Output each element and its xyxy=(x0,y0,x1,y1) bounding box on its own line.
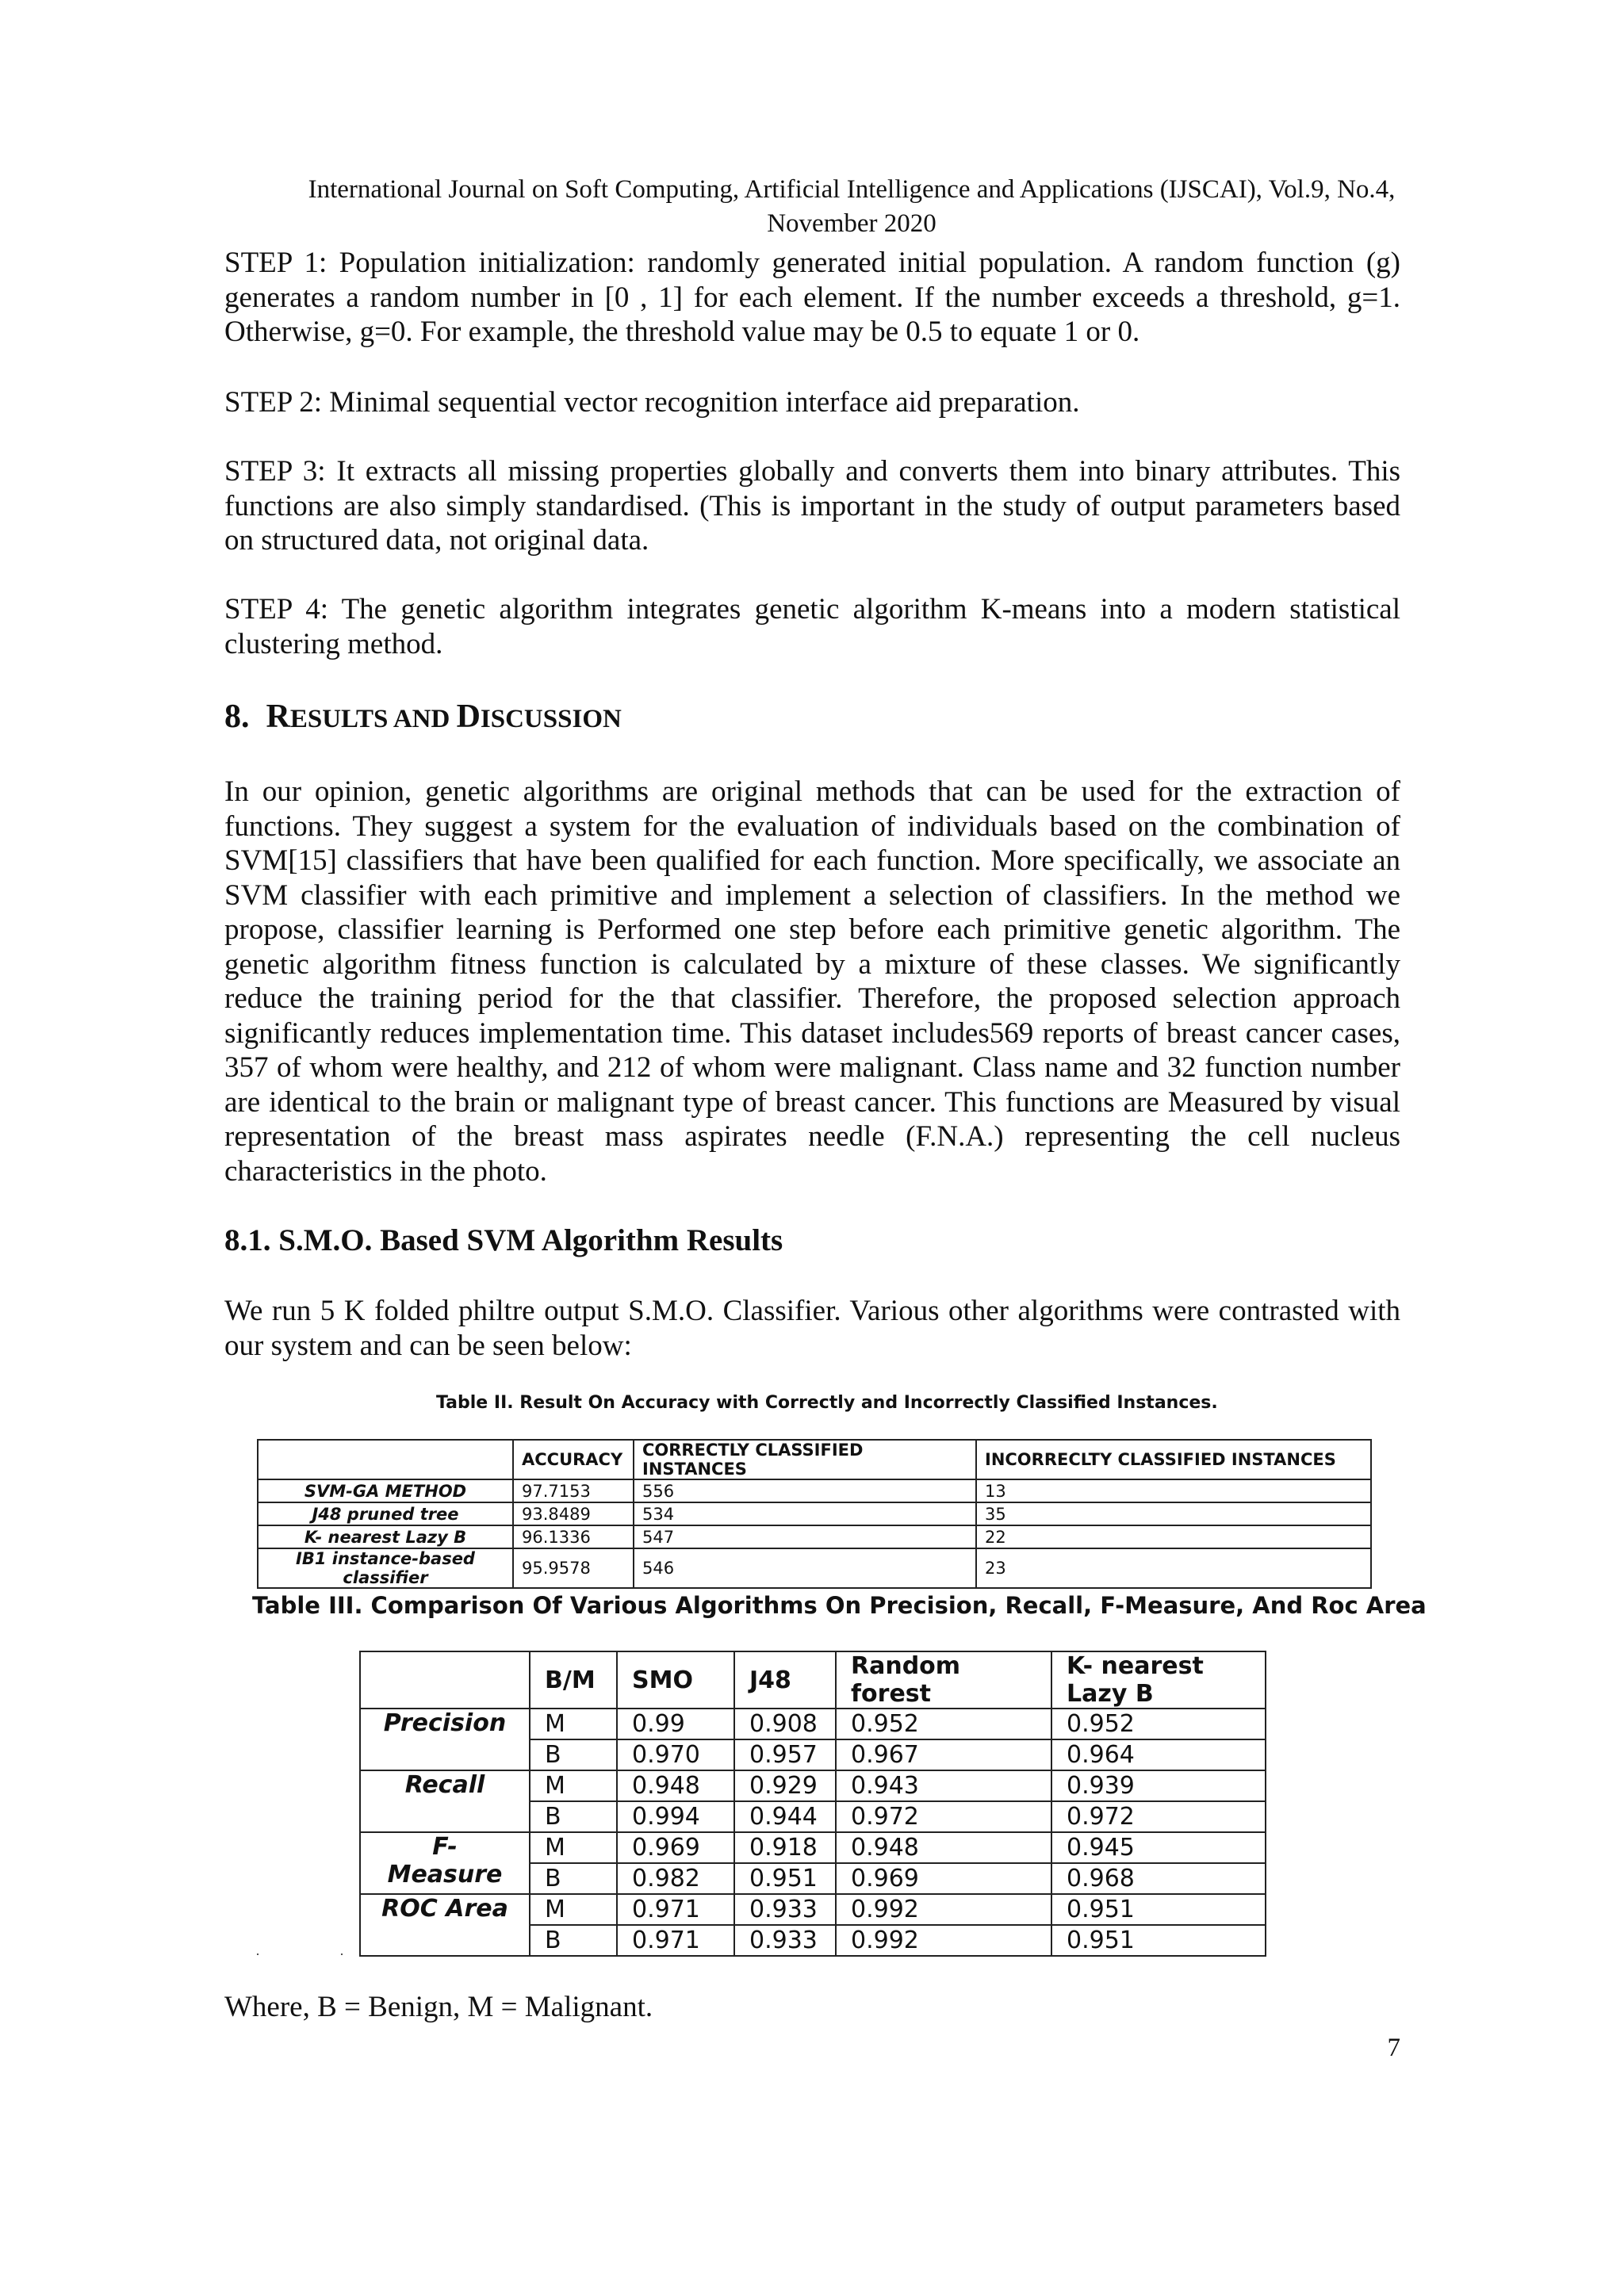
table-cell: 0.971 xyxy=(617,1925,734,1956)
table-row xyxy=(360,1709,1266,1739)
row-label: IB1 instance-based classifier xyxy=(258,1548,513,1588)
section-heading: 8. RESULTS AND DISCUSSION xyxy=(224,698,622,735)
table-cell: M xyxy=(530,1770,617,1801)
table-cell: 547 xyxy=(634,1525,976,1548)
table-cell: 0.957 xyxy=(734,1739,836,1770)
table-cell: 0.970 xyxy=(617,1739,734,1770)
table-header-cell xyxy=(258,1440,513,1479)
table-header-cell: J48 xyxy=(734,1651,836,1709)
table-cell: M xyxy=(530,1894,617,1925)
running-header xyxy=(159,173,1545,241)
table-cell: 0.939 xyxy=(1051,1770,1266,1801)
table-row xyxy=(360,1832,1266,1863)
table-cell: 93.8489 xyxy=(513,1502,634,1525)
table-cell: 0.933 xyxy=(734,1925,836,1956)
table-header-cell xyxy=(360,1651,530,1709)
table-row xyxy=(258,1548,1371,1588)
date-line: November 2020 xyxy=(767,209,936,238)
table-header-cell: CORRECTLY CLASSIFIED INSTANCES xyxy=(634,1440,976,1479)
table-cell: 0.994 xyxy=(617,1801,734,1832)
journal-line: International Journal on Soft Computing, Artificial Intelligence and Applications (IJSCAI), Vol.9, No.4, xyxy=(308,175,1396,204)
table-header-row xyxy=(258,1440,1371,1479)
table-cell: 0.971 xyxy=(617,1894,734,1925)
table-header-cell: ACCURACY xyxy=(513,1440,634,1479)
section-8-body: In our opinion, genetic algorithms are original methods that can be used for the extraction of functions. They suggest a system for the evaluation of individuals based on the combination of SVM[15] classifiers that have been qualified for each function. More specifically, we associate an SVM classifier with each primitive and implement a selection of classifiers. In the method we propose, classifier learning is Performed one step before each primitive genetic algorithm. The genetic algorithm fitness function is calculated by a mixture of these classes. We significantly reduce the training period for the that classifier. Therefore, the proposed selection approach significantly reduces implementation time. This dataset includes569 reports of breast cancer cases, 357 of whom were healthy, and 212 of whom were malignant. Class name and 32 function number are identical to the brain or malignant type of breast cancer. This functions are Measured by visual representation of the breast mass aspirates needle (F.N.A.) representing the cell nucleus characteristics in the photo. xyxy=(224,775,1400,1188)
table-cell: 0.972 xyxy=(836,1801,1051,1832)
table-2-caption: Table II. Result On Accuracy with Correctly and Incorrectly Classified Instances. xyxy=(436,1393,1218,1413)
scan-artifact: · xyxy=(339,1946,344,1962)
step-3: STEP 3: It extracts all missing properties globally and converts them into binary attributes. This functions are also simply standardised. (This is important in the study of output parameters based on structured data, not original data. xyxy=(224,455,1400,557)
table-cell: 96.1336 xyxy=(513,1525,634,1548)
table-cell: 0.908 xyxy=(734,1709,836,1739)
table-cell: 0.952 xyxy=(1051,1709,1266,1739)
table-header-cell: Random forest xyxy=(836,1651,1051,1709)
table-cell: M xyxy=(530,1832,617,1863)
table-cell: 23 xyxy=(976,1548,1371,1588)
page-number: 7 xyxy=(1387,2034,1400,2062)
table-header-cell: B/M xyxy=(530,1651,617,1709)
table-cell: 0.951 xyxy=(734,1863,836,1894)
step-4: STEP 4: The genetic algorithm integrates genetic algorithm K-means into a modern statistical clustering method. xyxy=(224,593,1400,660)
table-cell: B xyxy=(530,1925,617,1956)
step-1: STEP 1: Population initialization: randomly generated initial population. A random function (g) generates a random number in [0 , 1] for each element. If the number exceeds a threshold, g=1. Otherwise, g=0. For example, the threshold value may be 0.5 to equate 1 or 0. xyxy=(224,247,1400,348)
table-cell: 0.943 xyxy=(836,1770,1051,1801)
table-cell: 95.9578 xyxy=(513,1548,634,1588)
table-cell: B xyxy=(530,1739,617,1770)
metric-label: F-Measure xyxy=(360,1832,530,1894)
table-cell: B xyxy=(530,1863,617,1894)
table-header-cell: K- nearest Lazy B xyxy=(1051,1651,1266,1709)
metric-label: Recall xyxy=(360,1770,530,1832)
table-row xyxy=(360,1894,1266,1925)
table-cell: 0.969 xyxy=(617,1832,734,1863)
table-cell: B xyxy=(530,1801,617,1832)
table-row xyxy=(258,1502,1371,1525)
metric-label: ROC Area xyxy=(360,1894,530,1956)
table-3 xyxy=(359,1651,1266,1957)
table-header-row xyxy=(360,1651,1266,1709)
subsection-heading: 8.1. S.M.O. Based SVM Algorithm Results xyxy=(224,1223,783,1257)
table-cell: 0.918 xyxy=(734,1832,836,1863)
table-cell: 0.948 xyxy=(836,1832,1051,1863)
table-header-cell: INCORRECLTY CLASSIFIED INSTANCES xyxy=(976,1440,1371,1479)
table-cell: 0.969 xyxy=(836,1863,1051,1894)
table-cell: 0.964 xyxy=(1051,1739,1266,1770)
table-cell: 0.933 xyxy=(734,1894,836,1925)
table-cell: 534 xyxy=(634,1502,976,1525)
table-cell: 0.951 xyxy=(1051,1894,1266,1925)
scan-artifact: · xyxy=(255,1946,260,1962)
step-2: STEP 2: Minimal sequential vector recognition interface aid preparation. xyxy=(224,386,1080,419)
metric-label: Precision xyxy=(360,1709,530,1770)
table-cell: 0.99 xyxy=(617,1709,734,1739)
subsection-body: We run 5 K folded philtre output S.M.O. Classifier. Various other algorithms were contrasted with our system and can be seen below: xyxy=(224,1295,1400,1362)
table-3-caption: Table III. Comparison Of Various Algorithms On Precision, Recall, F-Measure, And Roc Area xyxy=(252,1592,1427,1619)
table-cell: 546 xyxy=(634,1548,976,1588)
table-2 xyxy=(257,1439,1372,1589)
table-cell: 22 xyxy=(976,1525,1371,1548)
table-cell: 0.972 xyxy=(1051,1801,1266,1832)
section-number: 8. xyxy=(224,698,250,735)
table-cell: 97.7153 xyxy=(513,1479,634,1502)
table-cell: 0.944 xyxy=(734,1801,836,1832)
table-row xyxy=(360,1770,1266,1801)
table-cell: 0.968 xyxy=(1051,1863,1266,1894)
table-cell: 0.982 xyxy=(617,1863,734,1894)
table-cell: 0.945 xyxy=(1051,1832,1266,1863)
table-cell: 556 xyxy=(634,1479,976,1502)
table-row xyxy=(258,1479,1371,1502)
row-label: K- nearest Lazy B xyxy=(258,1525,513,1548)
row-label: SVM-GA METHOD xyxy=(258,1479,513,1502)
table-cell: 0.967 xyxy=(836,1739,1051,1770)
table-cell: 0.951 xyxy=(1051,1925,1266,1956)
table-cell: 0.948 xyxy=(617,1770,734,1801)
table-header-cell: SMO xyxy=(617,1651,734,1709)
legend-note: Where, B = Benign, M = Malignant. xyxy=(224,1991,653,2023)
table-cell: 0.992 xyxy=(836,1925,1051,1956)
row-label: J48 pruned tree xyxy=(258,1502,513,1525)
table-cell: 0.992 xyxy=(836,1894,1051,1925)
table-cell: 13 xyxy=(976,1479,1371,1502)
table-cell: M xyxy=(530,1709,617,1739)
table-cell: 0.929 xyxy=(734,1770,836,1801)
table-cell: 0.952 xyxy=(836,1709,1051,1739)
table-cell: 35 xyxy=(976,1502,1371,1525)
table-row xyxy=(258,1525,1371,1548)
